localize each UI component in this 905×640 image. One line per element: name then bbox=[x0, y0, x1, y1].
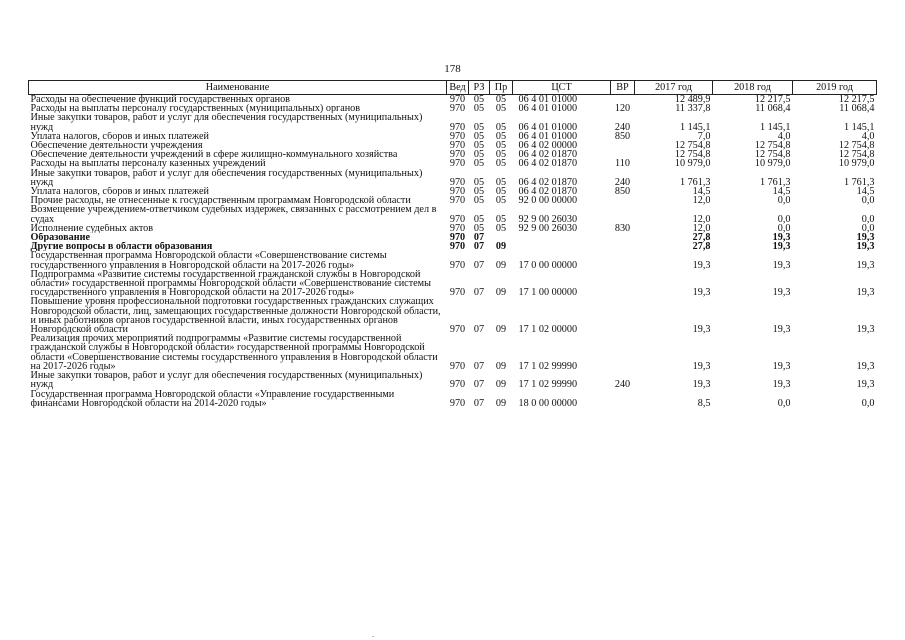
cell-y2017: 12,0 bbox=[692, 223, 711, 234]
cell-name: Обеспечение деятельности учреждений в сфере жилищно-коммунального хозяйства bbox=[30, 150, 398, 160]
cell-name: Расходы на выплаты персоналу казенных учреждений bbox=[30, 159, 266, 169]
cell-vr: 110 bbox=[615, 159, 630, 169]
cell-y2017: 19,3 bbox=[692, 287, 711, 298]
cell-y2017: 19,3 bbox=[692, 259, 711, 270]
cell-name: Другие вопросы в области образования bbox=[30, 242, 213, 252]
cell-rz: 07 bbox=[473, 242, 485, 252]
table-row bbox=[29, 334, 877, 371]
cell-vr bbox=[611, 334, 635, 371]
cell-y2019: 0,0 bbox=[861, 213, 875, 224]
table-row bbox=[29, 104, 877, 113]
cell-vr bbox=[611, 196, 635, 205]
cell-ved: 970 bbox=[449, 223, 466, 234]
cell-pr: 05 bbox=[495, 176, 507, 188]
header-ved: Вед bbox=[447, 81, 469, 95]
table-row bbox=[29, 141, 877, 150]
cell-y2017: 10 979,0 bbox=[674, 159, 711, 169]
cell-y2018: 1 145,1 bbox=[759, 121, 791, 132]
cell-ved: 970 bbox=[449, 242, 466, 252]
cell-vr: 120 bbox=[614, 104, 631, 114]
cell-rz: 05 bbox=[473, 141, 485, 151]
cell-y2018: 12 754,8 bbox=[754, 150, 791, 160]
cell-y2017: 19,3 bbox=[692, 360, 711, 372]
cell-y2019: 19,3 bbox=[856, 324, 875, 335]
cell-name: Иные закупки товаров, работ и услуг для обеспечения государственных (муниципальных) нужд bbox=[30, 113, 423, 132]
cell-ved: 970 bbox=[449, 397, 466, 408]
cell-y2019: 19,3 bbox=[856, 379, 875, 390]
cell-rz: 07 bbox=[473, 397, 485, 408]
header-2019: 2019 год bbox=[793, 81, 877, 95]
cell-y2017: 12,0 bbox=[692, 196, 711, 206]
cell-cst: 06 4 02 01870 bbox=[518, 150, 578, 160]
cell-y2019: 12 754,8 bbox=[838, 150, 875, 160]
budget-table bbox=[28, 80, 877, 408]
cell-pr: 05 bbox=[495, 104, 507, 114]
table-row bbox=[29, 132, 877, 141]
cell-y2018: 0,0 bbox=[777, 196, 791, 206]
cell-pr: 05 bbox=[495, 159, 507, 169]
cell-y2019: 12 754,8 bbox=[838, 141, 875, 151]
cell-y2018: 19,3 bbox=[772, 233, 791, 243]
cell-pr: 05 bbox=[495, 131, 507, 142]
cell-cst bbox=[513, 233, 611, 242]
cell-y2017: 19,3 bbox=[692, 324, 711, 335]
table-row bbox=[29, 113, 877, 131]
cell-rz: 05 bbox=[473, 196, 485, 206]
cell-cst: 18 0 00 00000 bbox=[518, 397, 578, 408]
cell-y2018: 19,3 bbox=[772, 379, 791, 390]
scan-mark: . bbox=[372, 629, 375, 639]
cell-vr: 830 bbox=[614, 223, 631, 234]
cell-pr: 05 bbox=[495, 121, 507, 132]
cell-ved: 970 bbox=[449, 213, 466, 224]
cell-pr: 09 bbox=[495, 287, 507, 298]
cell-y2019: 19,3 bbox=[856, 360, 875, 372]
cell-y2019: 19,3 bbox=[856, 259, 875, 270]
cell-pr: 05 bbox=[495, 150, 507, 160]
cell-y2018: 1 761,3 bbox=[759, 176, 791, 188]
cell-rz: 07 bbox=[473, 360, 485, 372]
header-vr: ВР bbox=[611, 81, 635, 95]
cell-ved: 970 bbox=[449, 121, 466, 132]
cell-cst: 06 4 01 01000 bbox=[518, 131, 578, 142]
cell-rz: 05 bbox=[473, 104, 485, 114]
cell-pr bbox=[490, 233, 513, 242]
cell-y2019: 1 761,3 bbox=[843, 176, 875, 188]
cell-pr: 05 bbox=[495, 196, 507, 206]
table-row bbox=[29, 371, 877, 389]
table-row bbox=[29, 233, 877, 242]
cell-y2019: 0,0 bbox=[861, 223, 875, 234]
cell-ved: 970 bbox=[449, 187, 466, 197]
cell-y2018: 4,0 bbox=[777, 131, 791, 142]
cell-ved: 970 bbox=[449, 159, 466, 169]
table-row bbox=[29, 150, 877, 159]
cell-y2018: 19,3 bbox=[772, 360, 791, 372]
cell-y2018: 19,3 bbox=[772, 259, 791, 270]
cell-ved: 970 bbox=[449, 104, 466, 114]
cell-y2018: 10 979,0 bbox=[754, 159, 791, 169]
cell-name: Расходы на обеспечение функций государственных органов bbox=[30, 94, 290, 105]
cell-ved: 970 bbox=[449, 379, 466, 390]
cell-y2018: 0,0 bbox=[777, 213, 791, 224]
cell-cst: 92 9 00 26030 bbox=[518, 223, 578, 234]
table-header-row bbox=[29, 81, 877, 95]
cell-vr bbox=[611, 270, 635, 298]
cell-name: Реализация прочих мероприятий подпрограммы «Развитие системы государственной гражданской службы в Новгородской области» государственной программы Новгородской области «Совершенствование системы государственного управления в Новгородской области на 2017-2026 годы» bbox=[30, 334, 438, 372]
cell-y2017: 27,8 bbox=[692, 233, 711, 243]
cell-rz: 05 bbox=[473, 176, 485, 188]
cell-pr: 09 bbox=[495, 324, 507, 335]
cell-rz: 05 bbox=[473, 121, 485, 132]
cell-pr: 09 bbox=[495, 259, 507, 270]
cell-y2018: 12 217,5 bbox=[754, 94, 791, 105]
cell-y2019: 0,0 bbox=[861, 196, 875, 206]
cell-cst: 92 9 00 26030 bbox=[518, 213, 578, 224]
cell-vr: 850 bbox=[614, 131, 631, 142]
cell-y2018: 19,3 bbox=[772, 324, 791, 335]
table-row bbox=[29, 224, 877, 233]
header-cst: ЦСТ bbox=[513, 81, 611, 95]
cell-cst: 06 4 01 01000 bbox=[518, 94, 578, 105]
cell-y2017: 27,8 bbox=[692, 242, 711, 252]
cell-name: Государственная программа Новгородской области «Совершенствование системы государственного управления в Новгородской области на 2017-2026 годы» bbox=[30, 251, 387, 270]
cell-y2019: 10 979,0 bbox=[838, 159, 875, 169]
cell-y2018: 19,3 bbox=[772, 287, 791, 298]
cell-pr: 05 bbox=[495, 94, 507, 105]
cell-vr bbox=[611, 205, 635, 223]
cell-rz: 07 bbox=[473, 287, 485, 298]
header-rz: РЗ bbox=[469, 81, 490, 95]
cell-vr bbox=[611, 390, 635, 408]
cell-cst: 06 4 01 01000 bbox=[518, 104, 578, 114]
cell-y2017: 12 754,8 bbox=[674, 150, 711, 160]
cell-rz: 07 bbox=[473, 324, 485, 335]
cell-y2017: 19,3 bbox=[692, 379, 711, 390]
cell-name: Уплата налогов, сборов и иных платежей bbox=[30, 187, 209, 197]
cell-rz: 05 bbox=[473, 223, 485, 234]
cell-cst: 06 4 02 01870 bbox=[518, 176, 578, 188]
cell-vr: 240 bbox=[614, 121, 631, 132]
cell-y2018: 0,0 bbox=[777, 223, 791, 234]
cell-cst: 17 1 00 00000 bbox=[518, 287, 578, 298]
cell-vr bbox=[611, 150, 635, 159]
cell-vr: 240 bbox=[614, 176, 631, 188]
cell-name: Уплата налогов, сборов и иных платежей bbox=[30, 131, 209, 142]
table-row bbox=[29, 187, 877, 196]
cell-vr bbox=[611, 297, 635, 334]
cell-ved: 970 bbox=[449, 287, 466, 298]
cell-y2018: 19,3 bbox=[772, 242, 791, 252]
cell-y2019: 19,3 bbox=[856, 242, 875, 252]
header-2017: 2017 год bbox=[635, 81, 713, 95]
cell-ved: 970 bbox=[449, 360, 466, 372]
cell-pr: 09 bbox=[495, 397, 507, 408]
cell-name: Иные закупки товаров, работ и услуг для обеспечения государственных (муниципальных) нужд bbox=[30, 168, 423, 188]
cell-cst: 06 4 02 00000 bbox=[518, 141, 578, 151]
cell-vr bbox=[611, 233, 635, 242]
table-row bbox=[29, 251, 877, 269]
cell-y2019: 19,3 bbox=[856, 233, 875, 243]
cell-name: Прочие расходы, не отнесенные к государственным программам Новгородской области bbox=[30, 196, 411, 206]
cell-cst: 17 1 02 99990 bbox=[518, 379, 578, 390]
cell-y2019: 11 068,4 bbox=[839, 104, 875, 114]
cell-vr bbox=[611, 242, 635, 251]
cell-name: Обеспечение деятельности учреждения bbox=[30, 141, 203, 151]
cell-ved: 970 bbox=[449, 141, 466, 151]
cell-vr: 850 bbox=[614, 187, 631, 197]
cell-ved: 970 bbox=[449, 233, 466, 243]
cell-rz: 07 bbox=[473, 233, 485, 243]
table-row bbox=[29, 205, 877, 223]
cell-vr bbox=[611, 141, 635, 150]
header-2018: 2018 год bbox=[713, 81, 793, 95]
cell-pr: 09 bbox=[495, 379, 507, 390]
cell-name: Подпрограмма «Развитие системы государственной гражданской службы в Новгородской области» государственной программы Новгородской области «Совершенствование системы государственного управления в Новгородской области на 2017-2026 годы» bbox=[30, 269, 431, 298]
table-row bbox=[29, 159, 877, 168]
cell-cst: 06 4 01 01000 bbox=[518, 121, 578, 132]
cell-y2017: 12 754,8 bbox=[674, 141, 711, 151]
cell-rz: 05 bbox=[473, 94, 485, 105]
cell-ved: 970 bbox=[449, 131, 466, 142]
cell-cst: 06 4 02 01870 bbox=[518, 187, 578, 197]
cell-name: Повышение уровня профессиональной подготовки государственных гражданских служащих Новгородской области, лиц, замещающих государственные должности Новгородской области, и иных работников органов государственной власти, иных государственных органов Новгородской области bbox=[30, 297, 441, 335]
cell-vr bbox=[611, 95, 635, 105]
cell-cst: 17 0 00 00000 bbox=[518, 259, 578, 270]
cell-y2018: 0,0 bbox=[777, 397, 791, 408]
table-row bbox=[29, 270, 877, 298]
table-row bbox=[29, 297, 877, 334]
cell-ved: 970 bbox=[449, 324, 466, 335]
header-name: Наименование bbox=[29, 81, 447, 95]
cell-name: Расходы на выплаты персоналу государственных (муниципальных) органов bbox=[30, 104, 361, 114]
cell-ved: 970 bbox=[449, 150, 466, 160]
cell-pr: 09 bbox=[495, 360, 507, 372]
cell-y2019: 19,3 bbox=[856, 287, 875, 298]
cell-pr: 05 bbox=[495, 223, 507, 234]
cell-pr: 05 bbox=[495, 141, 507, 151]
cell-rz: 05 bbox=[473, 213, 485, 224]
cell-y2017: 8,5 bbox=[697, 397, 711, 408]
cell-rz: 05 bbox=[473, 150, 485, 160]
cell-y2019: 12 217,5 bbox=[838, 94, 875, 105]
table-row bbox=[29, 242, 877, 251]
cell-y2017: 12 489,9 bbox=[674, 94, 711, 105]
cell-ved: 970 bbox=[449, 176, 466, 188]
cell-ved: 970 bbox=[449, 196, 466, 206]
cell-cst: 17 1 02 99990 bbox=[518, 360, 578, 372]
header-pr: Пр bbox=[490, 81, 513, 95]
cell-name: Государственная программа Новгородской области «Управление государственными финансами Новгородской области на 2014-2020 годы» bbox=[30, 389, 395, 408]
cell-rz: 07 bbox=[473, 379, 485, 390]
cell-name: Возмещение учреждением-ответчиком судебных издержек, связанных с рассмотрением дел в судах bbox=[30, 205, 437, 224]
cell-name: Иные закупки товаров, работ и услуг для обеспечения государственных (муниципальных) нужд bbox=[30, 371, 423, 390]
cell-y2019: 14,5 bbox=[856, 187, 875, 197]
table-row bbox=[29, 390, 877, 408]
cell-pr: 05 bbox=[495, 213, 507, 224]
cell-cst: 92 0 00 00000 bbox=[518, 196, 578, 206]
cell-rz: 05 bbox=[473, 187, 485, 197]
cell-y2019: 0,0 bbox=[861, 397, 875, 408]
cell-cst: 06 4 02 01870 bbox=[518, 159, 578, 169]
cell-vr bbox=[611, 251, 635, 269]
cell-name: Образование bbox=[30, 233, 91, 243]
cell-rz: 05 bbox=[473, 159, 485, 169]
table-row bbox=[29, 95, 877, 105]
cell-y2017: 1 145,1 bbox=[679, 121, 711, 132]
cell-y2017: 12,0 bbox=[692, 213, 711, 224]
table-body bbox=[29, 95, 877, 408]
cell-y2019: 4,0 bbox=[861, 131, 875, 142]
cell-y2017: 11 337,8 bbox=[675, 104, 711, 114]
cell-y2018: 12 754,8 bbox=[754, 141, 791, 151]
cell-y2019: 1 145,1 bbox=[843, 121, 875, 132]
cell-ved: 970 bbox=[449, 94, 466, 105]
cell-cst bbox=[513, 242, 611, 251]
cell-ved: 970 bbox=[449, 259, 466, 270]
cell-y2017: 1 761,3 bbox=[679, 176, 711, 188]
cell-y2018: 11 068,4 bbox=[755, 104, 791, 114]
cell-pr: 09 bbox=[495, 242, 507, 252]
cell-vr: 240 bbox=[614, 379, 631, 390]
table-row bbox=[29, 169, 877, 187]
cell-y2017: 14,5 bbox=[692, 187, 711, 197]
cell-rz: 05 bbox=[473, 131, 485, 142]
cell-y2018: 14,5 bbox=[772, 187, 791, 197]
cell-y2017: 7,0 bbox=[697, 131, 711, 142]
cell-cst: 17 1 02 00000 bbox=[518, 324, 578, 335]
cell-rz: 07 bbox=[473, 259, 485, 270]
cell-name: Исполнение судебных актов bbox=[30, 223, 154, 234]
cell-pr: 05 bbox=[495, 187, 507, 197]
table-row bbox=[29, 196, 877, 205]
page-number: 178 bbox=[444, 63, 461, 75]
